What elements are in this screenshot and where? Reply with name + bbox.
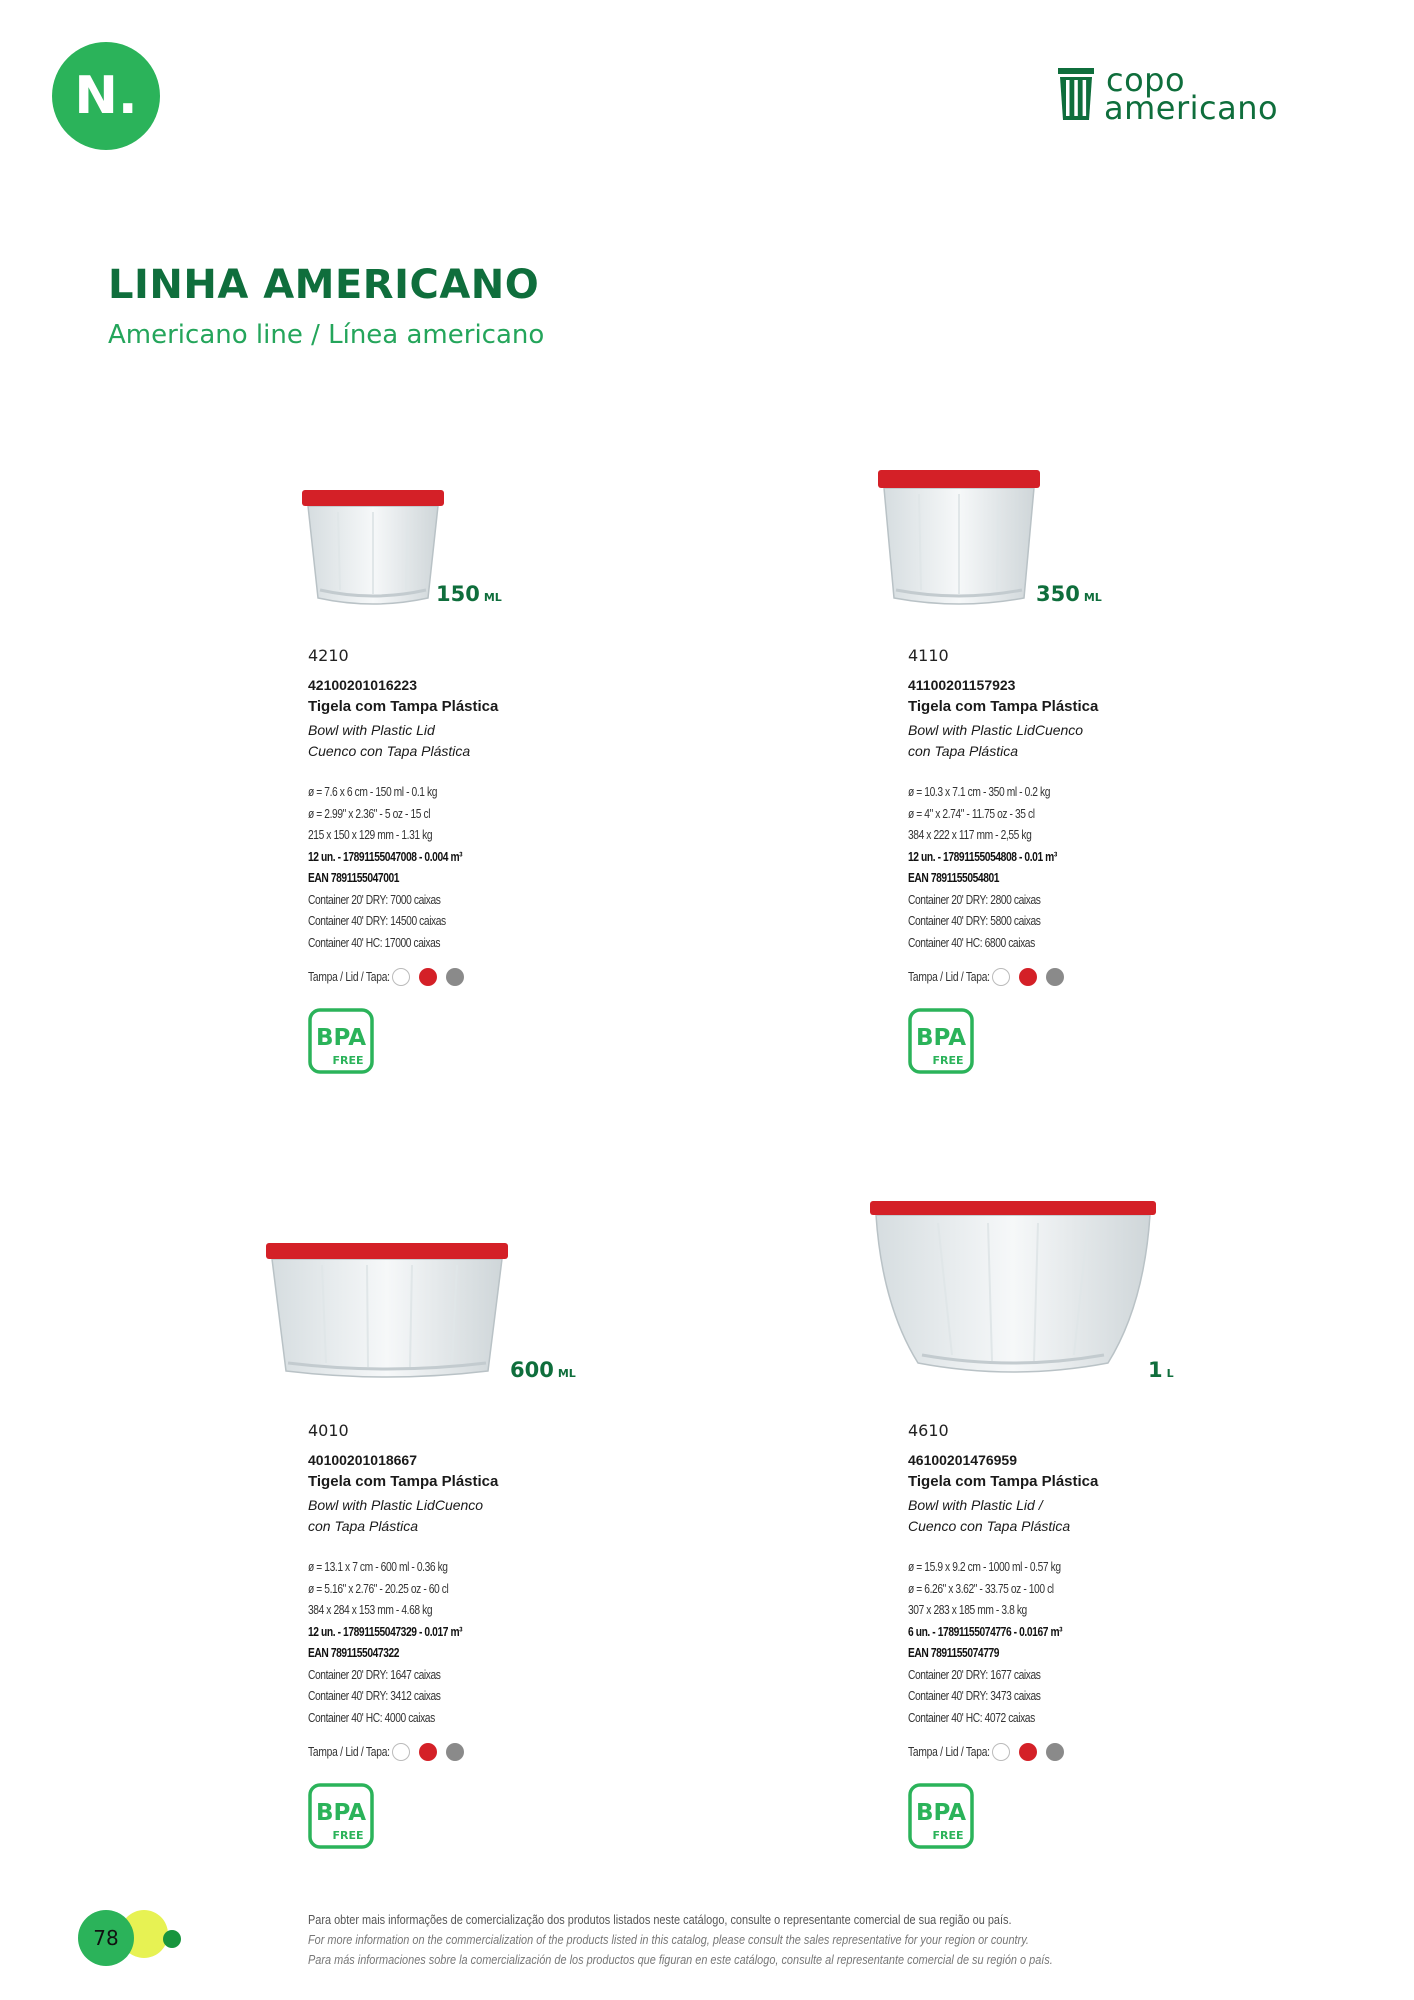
product-barcode: 42100201016223 (308, 677, 418, 693)
volume-value: 150 (436, 582, 480, 606)
glass-icon (1058, 68, 1094, 120)
spec-line: Container 40' HC: 17000 caixas (308, 935, 441, 950)
spec-line: ø = 10.3 x 7.1 cm - 350 ml - 0.2 kg (908, 785, 1051, 799)
spec-line: 12 un. - 17891155047329 - 0.017 m³ (308, 1624, 463, 1639)
spec-line: 307 x 283 x 185 mm - 3.8 kg (908, 1603, 1027, 1617)
bpa-free-icon (908, 1783, 974, 1849)
spec-line: 384 x 284 x 153 mm - 4.68 kg (308, 1603, 433, 1617)
page-number (78, 1910, 134, 1966)
product-name-en: Bowl with Plastic LidCuenco (908, 722, 1084, 738)
volume-unit: ML (483, 591, 502, 604)
lid-colors (308, 1743, 648, 1761)
page-title: LINHA AMERICANO (108, 262, 540, 308)
spec-line: 384 x 222 x 117 mm - 2,55 kg (908, 828, 1032, 842)
spec-line: ø = 4" x 2.74" - 11.75 oz - 35 cl (908, 806, 1035, 821)
product-name-pt: Tigela com Tampa Plástica (308, 698, 499, 715)
product-barcode: 41100201157923 (908, 677, 1016, 693)
bowl-image (298, 486, 448, 612)
spec-line: Container 20' DRY: 1647 caixas (308, 1667, 441, 1682)
bowl-image (874, 466, 1044, 612)
lid-swatch-gray (446, 968, 464, 986)
volume-unit: L (1166, 1367, 1174, 1380)
product-card (308, 1245, 728, 1842)
volume-value: 1 (1148, 1358, 1163, 1382)
product-code: 4610 (908, 1421, 949, 1440)
footer-line-es: Para más informaciones sobre la comercialización de los productos que figuran en este catálogo, consulte al representante comercial de su región o país. (308, 1952, 1053, 1967)
bpa-free-badge (908, 1783, 1248, 1854)
product-barcode: 46100201476959 (908, 1452, 1018, 1468)
lid-colors (908, 1743, 1248, 1761)
spec-line: Container 20' DRY: 1677 caixas (908, 1667, 1041, 1682)
product-name-pt: Tigela com Tampa Plástica (908, 698, 1099, 715)
product-name-es: Cuenco con Tapa Plástica (308, 743, 471, 759)
spec-line: ø = 15.9 x 9.2 cm - 1000 ml - 0.57 kg (908, 1560, 1061, 1574)
brand-line2: americano (1104, 89, 1279, 127)
bpa-free-text: FREE (332, 1054, 364, 1067)
bpa-free-text: FREE (932, 1054, 964, 1067)
bpa-free-badge (308, 1783, 648, 1854)
bpa-free-icon (308, 1008, 374, 1074)
bpa-text: BPA (315, 1800, 367, 1826)
bpa-free-icon (308, 1783, 374, 1849)
spec-line: Container 20' DRY: 2800 caixas (908, 892, 1041, 907)
bpa-free-badge (308, 1008, 648, 1079)
spec-line: ø = 2.99" x 2.36" - 5 oz - 15 cl (308, 806, 431, 821)
lid-swatch-red (419, 968, 437, 986)
spec-line: 12 un. - 17891155047008 - 0.004 m³ (308, 849, 463, 864)
lid-swatch-white (392, 1743, 410, 1761)
lid-swatch-gray (1046, 1743, 1064, 1761)
lid-label: Tampa / Lid / Tapa: (908, 1745, 990, 1759)
spec-line: ø = 5.16" x 2.76" - 20.25 oz - 60 cl (308, 1581, 449, 1596)
product-code: 4110 (908, 646, 949, 665)
spec-list (308, 782, 648, 954)
spec-line: Container 40' DRY: 3473 caixas (908, 1689, 1041, 1703)
product-name-pt: Tigela com Tampa Plástica (308, 1473, 499, 1490)
spec-line: Container 20' DRY: 7000 caixas (308, 892, 441, 907)
copo-americano-logo (1058, 61, 1279, 127)
volume-label (510, 1358, 576, 1382)
volume-value: 600 (510, 1358, 554, 1382)
product-name-es: con Tapa Plástica (308, 1518, 418, 1534)
spec-line: Container 40' DRY: 14500 caixas (308, 914, 446, 928)
lid-label: Tampa / Lid / Tapa: (308, 970, 390, 984)
lid-colors (308, 968, 648, 986)
product-name-en: Bowl with Plastic Lid (308, 722, 435, 738)
spec-line: Container 40' DRY: 5800 caixas (908, 914, 1041, 928)
volume-label (436, 582, 502, 606)
volume-label (1036, 582, 1102, 606)
lid-label: Tampa / Lid / Tapa: (308, 1745, 390, 1759)
spec-line: EAN 7891155047322 (308, 1646, 400, 1660)
lid-swatch-red (419, 1743, 437, 1761)
product-card (308, 470, 728, 1067)
brand-logo (52, 42, 160, 150)
logo-letter: N. (74, 66, 138, 126)
product-card (908, 1245, 1328, 1842)
page-subtitle: Americano line / Línea americano (108, 320, 545, 350)
spec-line: EAN 7891155047001 (308, 871, 400, 885)
spec-line: EAN 7891155074779 (908, 1646, 1000, 1660)
lid-swatch-white (992, 968, 1010, 986)
spec-line: ø = 13.1 x 7 cm - 600 ml - 0.36 kg (308, 1560, 448, 1574)
lid-swatch-white (392, 968, 410, 986)
spec-line: 6 un. - 17891155074776 - 0.0167 m³ (908, 1624, 1063, 1639)
lid-swatch-gray (446, 1743, 464, 1761)
spec-line: Container 40' HC: 4072 caixas (908, 1710, 1035, 1725)
product-name-es: con Tapa Plástica (908, 743, 1018, 759)
product-name-en: Bowl with Plastic LidCuenco (308, 1497, 484, 1513)
spec-line: ø = 6.26" x 3.62" - 33.75 oz - 100 cl (908, 1581, 1054, 1596)
lid-swatch-red (1019, 1743, 1037, 1761)
spec-line: Container 40' HC: 4000 caixas (308, 1710, 435, 1725)
spec-list (908, 1557, 1248, 1729)
spec-line: 12 un. - 17891155054808 - 0.01 m³ (908, 849, 1057, 864)
volume-unit: ML (557, 1367, 576, 1380)
lid-swatch-gray (1046, 968, 1064, 986)
lid-label: Tampa / Lid / Tapa: (908, 970, 990, 984)
lid-swatch-white (992, 1743, 1010, 1761)
bpa-text: BPA (915, 1800, 967, 1826)
product-card (908, 470, 1328, 1067)
volume-unit: ML (1083, 591, 1102, 604)
footer-line-en: For more information on the commercialization of the products listed in this catalog, please consult the sales representative for your region or country. (308, 1932, 1029, 1947)
product-code: 4010 (308, 1421, 349, 1440)
lid-colors (908, 968, 1248, 986)
spec-list (308, 1557, 648, 1729)
footer-line-pt: Para obter mais informações de comercialização dos produtos listados neste catálogo, consulte o representante comercial de sua região ou país. (308, 1912, 1012, 1927)
brand-line1: copo (1106, 61, 1186, 99)
bpa-free-icon (908, 1008, 974, 1074)
product-barcode: 40100201018667 (308, 1452, 418, 1468)
spec-line: Container 40' DRY: 3412 caixas (308, 1689, 441, 1703)
spec-line: EAN 7891155054801 (908, 871, 1000, 885)
lid-swatch-red (1019, 968, 1037, 986)
spec-line: ø = 7.6 x 6 cm - 150 ml - 0.1 kg (308, 785, 438, 799)
page-marker-dot (163, 1930, 181, 1948)
product-name-es: Cuenco con Tapa Plástica (908, 1518, 1071, 1534)
bowl-image (868, 1195, 1158, 1385)
bpa-text: BPA (915, 1025, 967, 1051)
spec-line: Container 40' HC: 6800 caixas (908, 935, 1035, 950)
volume-value: 350 (1036, 582, 1080, 606)
bpa-text: BPA (315, 1025, 367, 1051)
footer-note (308, 1910, 1348, 1970)
bpa-free-badge (908, 1008, 1248, 1079)
spec-list (908, 782, 1248, 954)
volume-label (1148, 1358, 1174, 1382)
spec-line: 215 x 150 x 129 mm - 1.31 kg (308, 828, 433, 842)
bpa-free-text: FREE (332, 1829, 364, 1842)
page-number-text: 78 (93, 1926, 119, 1950)
product-name-pt: Tigela com Tampa Plástica (908, 1473, 1099, 1490)
product-name-en: Bowl with Plastic Lid / (908, 1497, 1043, 1513)
bpa-free-text: FREE (932, 1829, 964, 1842)
product-code: 4210 (308, 646, 349, 665)
bowl-image (262, 1237, 512, 1385)
